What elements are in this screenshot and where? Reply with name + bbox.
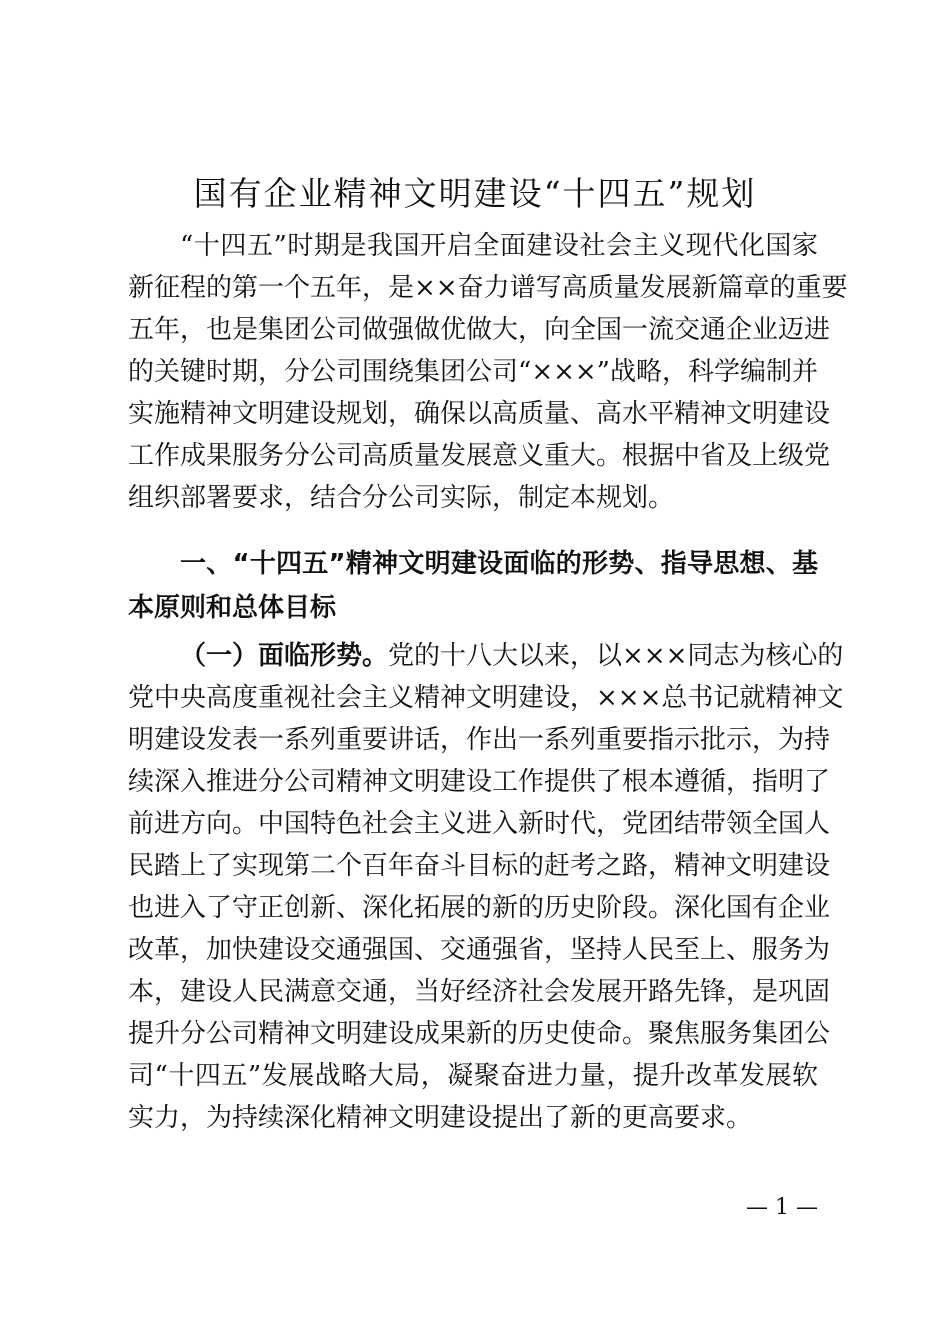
subsection-line-10: 提升分公司精神文明建设成果新的历史使命。聚焦服务集团公 [128,1019,831,1049]
subsection-line-12: 实力，为持续深化精神文明建设提出了新的更高要求。 [128,1103,753,1133]
subsection-line-1 [180,636,844,676]
intro-line-3: 五年，也是集团公司做强做优做大，向全国一流交通企业迈进 [128,315,831,345]
section-heading-line-1: 一、“十四五”精神文明建设面临的形势、指导思想、基 [180,549,818,579]
intro-line-2: 新征程的第一个五年，是××奋力谱写高质量发展新篇章的重要 [128,273,848,303]
subsection-line-6: 民踏上了实现第二个百年奋斗目标的赶考之路，精神文明建设 [128,851,831,881]
subsection-line-7: 也进入了守正创新、深化拓展的新的历史阶段。深化国有企业 [128,893,831,923]
subsection-line-8: 改革，加快建设交通强国、交通强省，坚持人民至上、服务为 [128,935,831,965]
subsection-line-9: 本，建设人民满意交通，当好经济社会发展开路先锋，是巩固 [128,977,831,1007]
subsection-first-line-text: 党的十八大以来，以×××同志为核心的 [388,641,844,671]
subsection-line-2: 党中央高度重视社会主义精神文明建设，×××总书记就精神文 [128,683,844,713]
intro-line-5: 实施精神文明建设规划，确保以高质量、高水平精神文明建设 [128,399,831,429]
subsection-line-11: 司“十四五”发展战略大局，凝聚奋进力量，提升改革发展软 [128,1061,818,1091]
intro-line-1: “十四五”时期是我国开启全面建设社会主义现代化国家 [180,231,818,261]
intro-line-6: 工作成果服务分公司高质量发展意义重大。根据中省及上级党 [128,441,831,471]
section-heading-line-2: 本原则和总体目标 [128,593,337,623]
intro-line-4: 的关键时期，分公司围绕集团公司“×××”战略，科学编制并 [128,357,818,387]
page-number: — 1 — [746,1195,818,1220]
document-title: 国有企业精神文明建设“十四五”规划 [193,174,757,213]
subsection-lead: （一）面临形势。 [180,641,389,671]
intro-line-7: 组织部署要求，结合分公司实际，制定本规划。 [128,483,675,513]
subsection-line-4: 续深入推进分公司精神文明建设工作提供了根本遵循，指明了 [128,767,831,797]
subsection-line-3: 明建设发表一系列重要讲话，作出一系列重要指示批示，为持 [128,725,831,755]
subsection-line-5: 前进方向。中国特色社会主义进入新时代，党团结带领全国人 [128,809,831,839]
